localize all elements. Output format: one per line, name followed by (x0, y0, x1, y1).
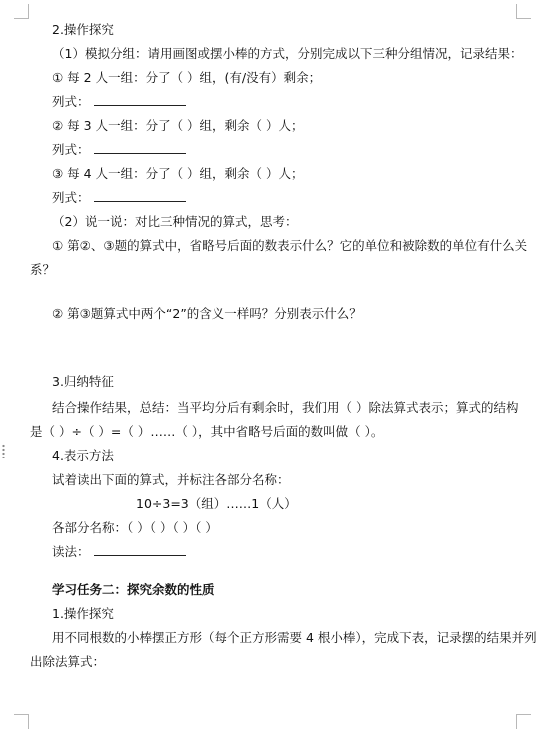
part-names-line: 各部分名称：（ ）（ ）（ ）（ ） (52, 520, 218, 535)
formula-line (52, 188, 186, 208)
reading-label: 读法： (52, 544, 90, 559)
task-instruction: 试着读出下面的算式，并标注各部分名称： (52, 472, 290, 487)
formula-label: 列式： (52, 94, 90, 109)
formula-line (52, 92, 186, 112)
answer-blank[interactable] (94, 140, 186, 154)
answer-blank[interactable] (94, 92, 186, 106)
task-heading: 学习任务二：探究余数的性质 (52, 582, 215, 597)
section-heading: 4.表示方法 (52, 448, 114, 463)
task-instruction: （1）模拟分组：请用画图或摆小棒的方式，分别完成以下三种分组情况，记录结果： (52, 46, 523, 61)
question-item: ③ 每 4 人一组：分了（ ）组，剩余（ ）人； (52, 166, 304, 181)
paragraph-text: 用不同根数的小棒摆正方形（每个正方形需要 4 根小棒），完成下表，记录摆的结果并列 (52, 630, 537, 645)
question-item: ① 每 2 人一组：分了（ ）组，(有/没有）剩余； (52, 70, 322, 85)
example-equation: 10÷3=3（组）……1（人） (136, 496, 297, 511)
crop-mark-top-right (516, 4, 531, 19)
reading-line (52, 542, 186, 562)
question-item: ② 每 3 人一组：分了（ ）组，剩余（ ）人； (52, 118, 304, 133)
paragraph-continuation: 是（ ）÷（ ）=（ ）……（ ），其中省略号后面的数叫做（ ）。 (30, 424, 384, 439)
paragraph-continuation: 出除法算式： (30, 654, 106, 669)
crop-mark-bottom-right (516, 714, 531, 729)
section-heading: 1.操作探究 (52, 606, 114, 621)
crop-mark-bottom-left (14, 714, 29, 729)
crop-mark-top-left (14, 4, 29, 19)
task-instruction: （2）说一说：对比三种情况的算式，思考： (52, 214, 298, 229)
paragraph-text: 结合操作结果，总结：当平均分后有剩余时，我们用（ ）除法算式表示；算式的结构 (52, 400, 519, 415)
section-heading: 3.归纳特征 (52, 374, 114, 389)
answer-blank[interactable] (94, 542, 186, 556)
answer-blank[interactable] (94, 188, 186, 202)
formula-label: 列式： (52, 142, 90, 157)
question-item: ① 第②、③题的算式中，省略号后面的数表示什么？它的单位和被除数的单位有什么关 (52, 238, 528, 253)
question-item: ② 第③题算式中两个“2”的含义一样吗？分别表示什么？ (52, 306, 362, 321)
margin-handle-icon[interactable] (2, 444, 5, 458)
question-continuation: 系？ (30, 262, 56, 277)
section-heading: 2.操作探究 (52, 22, 114, 37)
formula-label: 列式： (52, 190, 90, 205)
formula-line (52, 140, 186, 160)
